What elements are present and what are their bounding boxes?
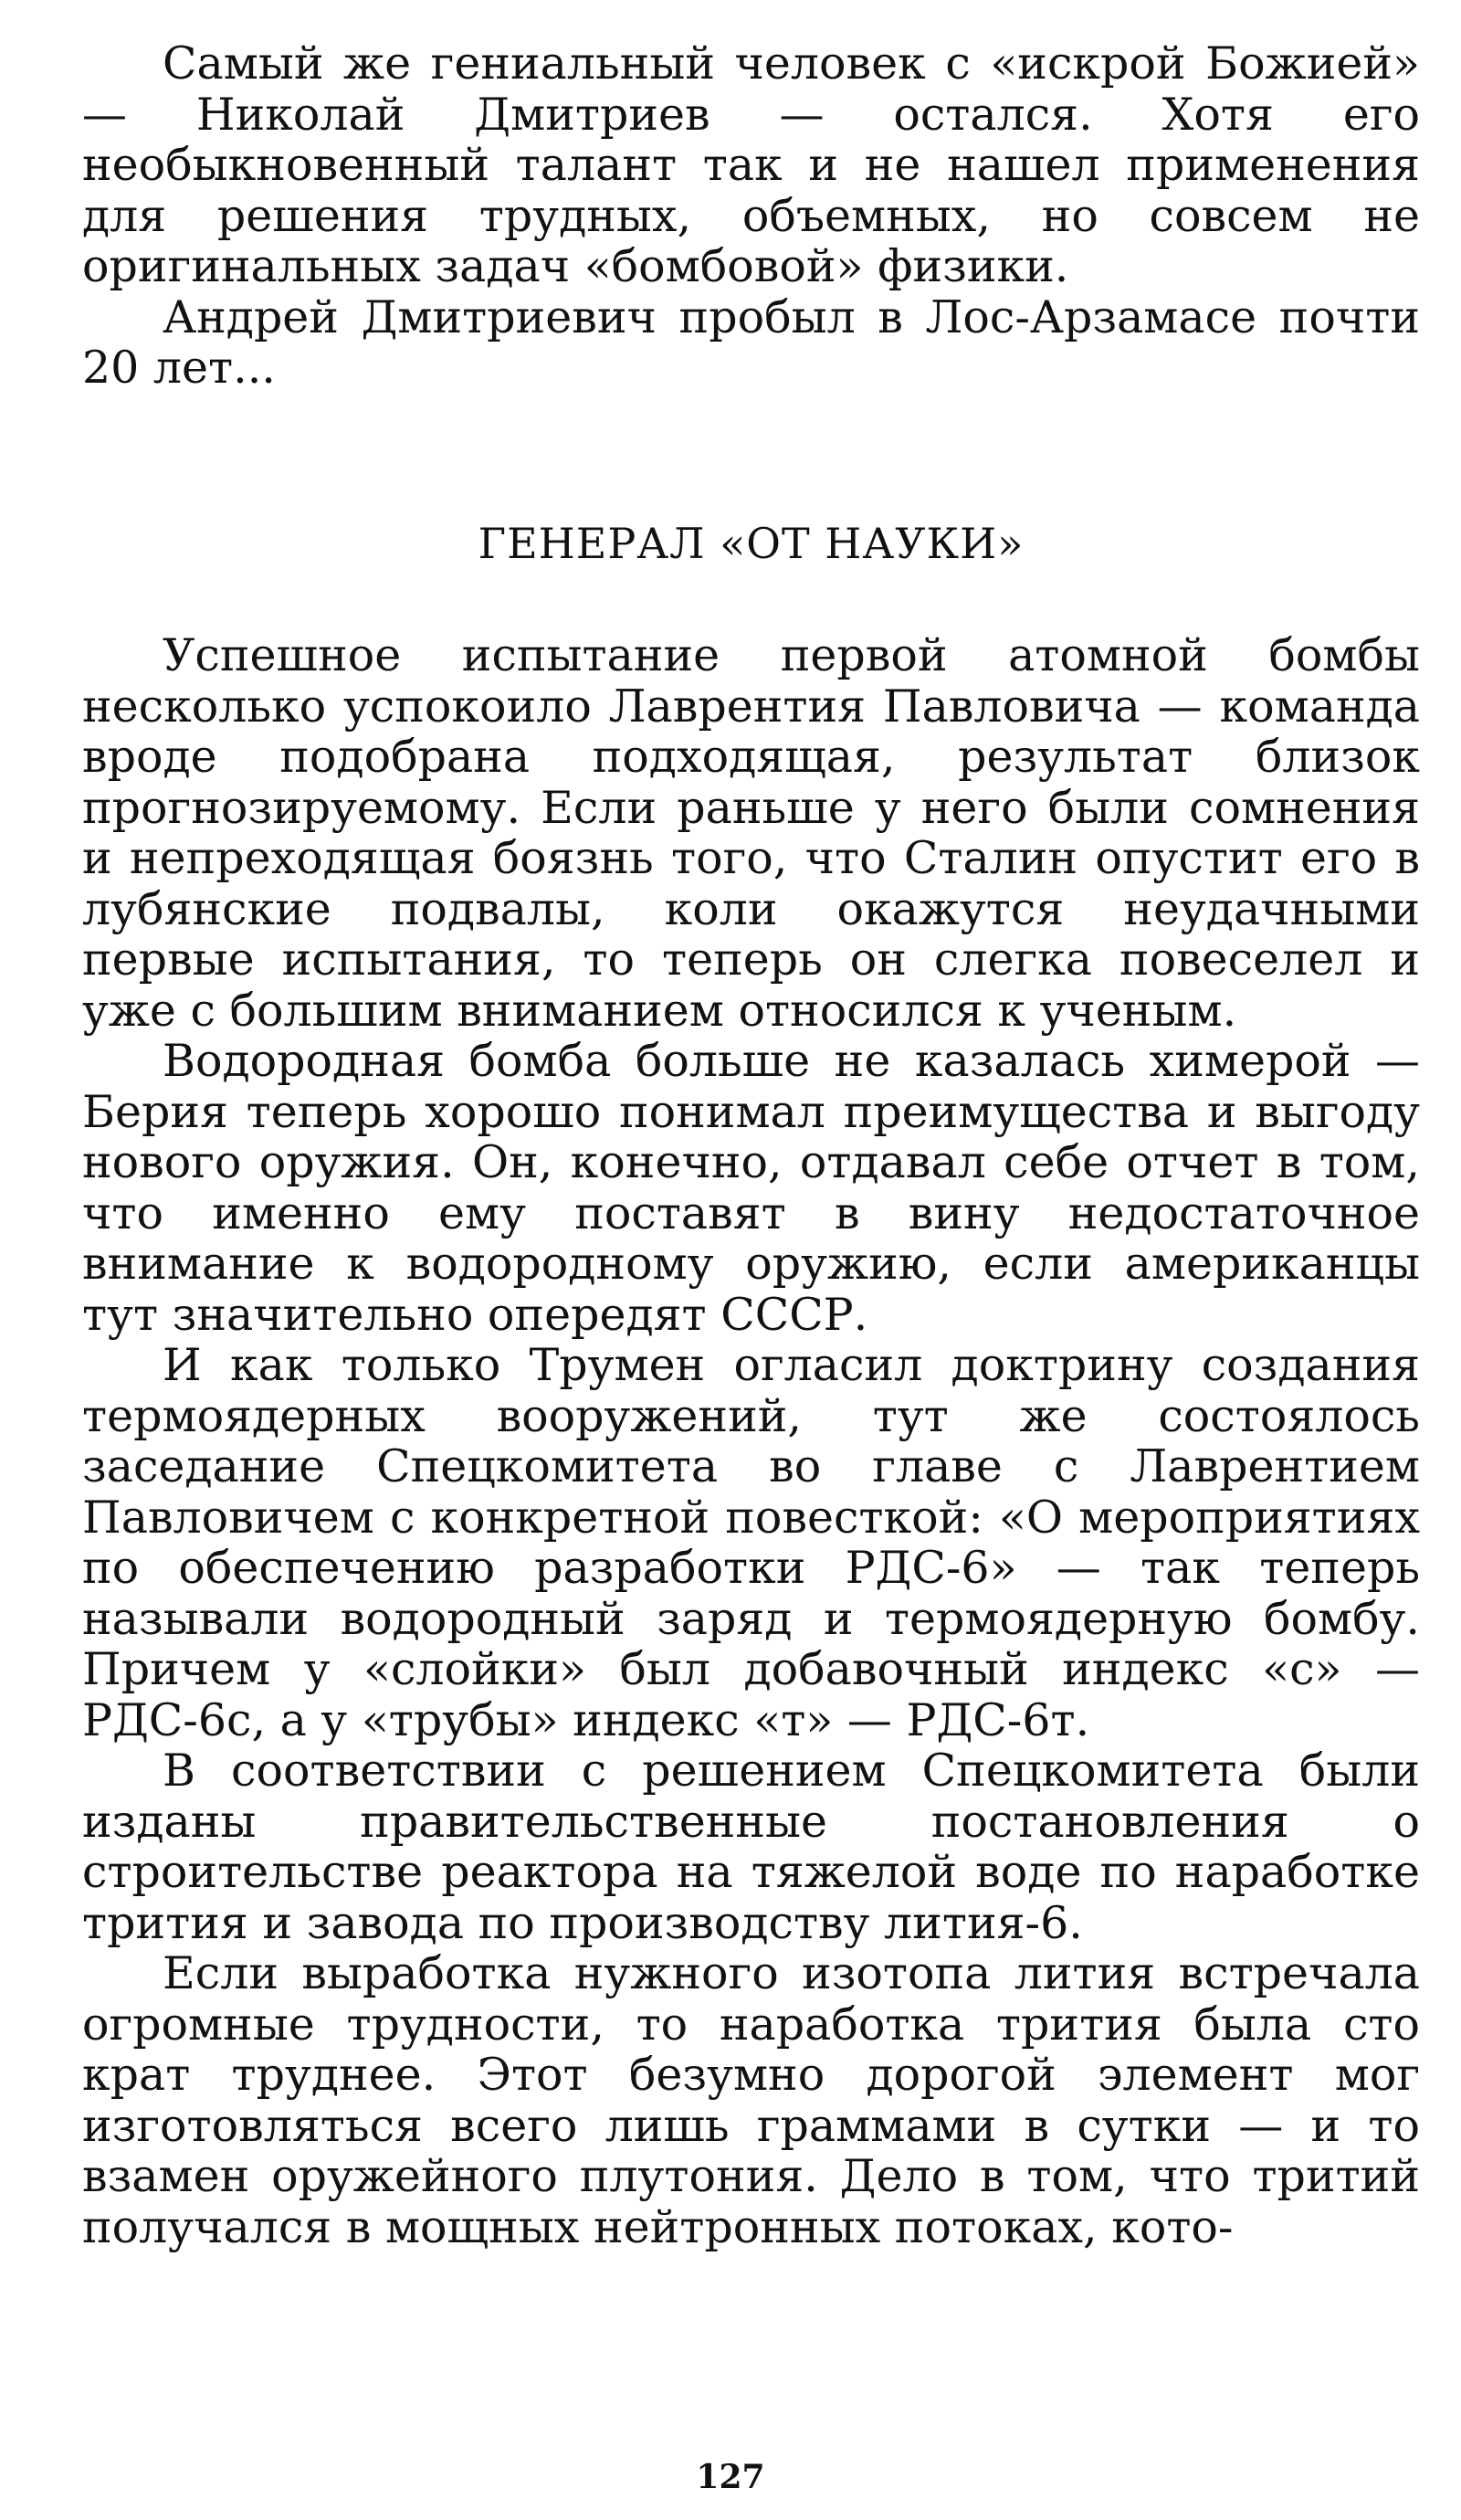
paragraph: Андрей Дмитриевич пробыл в Лос-Арзамасе почти 20 лет... xyxy=(82,290,1420,394)
body-text xyxy=(82,630,1420,2252)
paragraph: И как только Трумен огласил доктрину создания термоядерных вооружений, тут же состоялось заседание Спецкомитета во главе с Лаврентием Павловичем с конкретной повесткой: «О мероприятиях по обеспечению разработки РДС-6» — так теперь называли водородный заряд и термоядерную бомбу. Причем у «слойки» был добавочный индекс «с» — РДС-6с, а у «трубы» индекс «т» — РДС-6т. xyxy=(82,1339,1420,1746)
top-text xyxy=(82,38,1420,394)
page-number: 127 xyxy=(696,2458,765,2496)
paragraph: Успешное испытание первой атомной бомбы несколько успокоило Лаврентия Павловича — команда вроде подобрана подходящая, результат близок прогнозируемому. Если раньше у него были сомнения и непреходящая боязнь того, что Сталин опустит его в лубянские подвалы, коли окажутся неудачными первые испытания, то теперь он слегка повеселел и уже с большим вниманием относился к ученым. xyxy=(82,629,1420,1037)
paragraph: Самый же гениальный человек с «искрой Божией» — Николай Дмитриев — остался. Хотя его необыкновенный талант так и не нашел применения для решения трудных, объемных, но совсем не оригинальных задач «бомбовой» физики. xyxy=(82,37,1420,292)
paragraph: В соответствии с решением Спецкомитета были изданы правительственные постановления о строительстве реактора на тяжелой воде по наработке трития и завода по производству лития-6. xyxy=(82,1745,1420,1949)
paragraph: Если выработка нужного изотопа лития встречала огромные трудности, то наработка трития была сто крат труднее. Этот безумно дорогой элемент мог изготовляться всего лишь граммами в сутки — и то взамен оружейного плутония. Дело в том, что тритий получался в мощных нейтронных потоках, кото- xyxy=(82,1947,1420,2253)
section-title: ГЕНЕРАЛ «ОТ НАУКИ» xyxy=(478,519,1025,568)
paragraph: Водородная бомба больше не казалась химерой — Берия теперь хорошо понимал преимущества и выгоду нового оружия. Он, конечно, отдавал себе отчет в том, что именно ему поставят в вину недостаточное внимание к водородному оружию, если американцы тут значительно опередят СССР. xyxy=(82,1035,1420,1341)
